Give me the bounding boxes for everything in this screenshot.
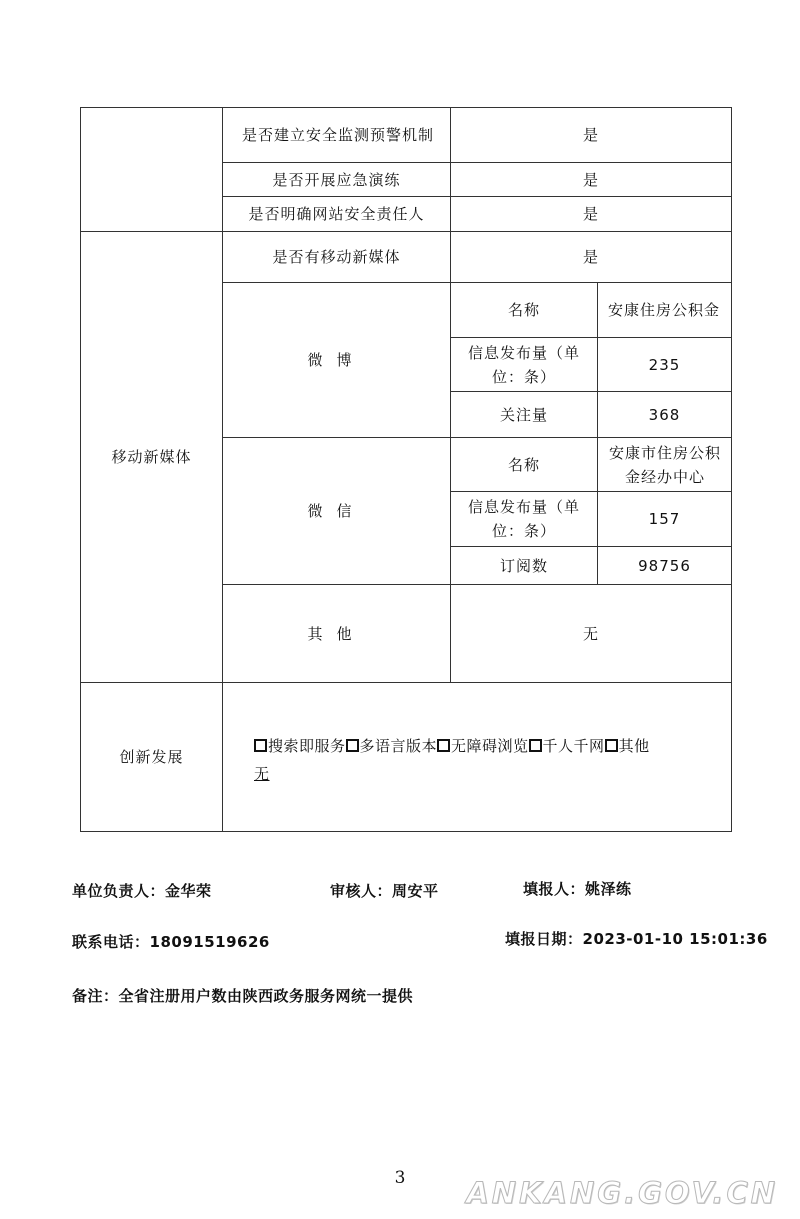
other-media-value: 无 [582,624,599,643]
note: 备注：全省注册用户数由陕西政务服务网统一提供 [72,987,414,1005]
option-other[interactable]: 其他 [605,737,650,755]
wechat-posts-label: 信息发布量（单位：条） [467,498,580,540]
responsible-value: 是 [582,205,599,223]
checkbox-icon [346,739,359,752]
innovation-section-label: 创新发展 [119,748,184,766]
innovation-options [254,732,729,788]
monitoring-label: 是否建立安全监测预警机制 [241,126,434,144]
wechat-label: 微信 [307,502,366,520]
contact-phone: 联系电话：18091519626 [72,933,270,951]
option-search-service[interactable]: 搜索即服务 [254,737,346,755]
weibo-followers-value: 368 [648,405,681,424]
mobile-media-section-label: 移动新媒体 [111,448,192,466]
reviewer: 审核人：周安平 [330,882,439,900]
responsible-label: 是否明确网站安全责任人 [248,205,425,223]
watermark: ANKANG.GOV.CN [466,1176,778,1210]
weibo-followers-label: 关注量 [499,405,548,424]
wechat-subscribers-label: 订阅数 [499,556,548,575]
drill-value: 是 [582,170,599,189]
innovation-other-text: 无 [254,765,270,783]
monitoring-value: 是 [582,126,599,144]
unit-head: 单位负责人：金华荣 [72,882,212,900]
checkbox-icon [437,739,450,752]
checkbox-icon [605,739,618,752]
checkbox-icon [529,739,542,752]
wechat-subscribers-value: 98756 [638,556,691,575]
option-personalized[interactable]: 千人千网 [529,737,605,755]
has-media-value: 是 [582,248,599,266]
other-media-label: 其他 [307,624,366,643]
fill-date: 填报日期：2023-01-10 15:01:36 [505,930,768,948]
has-media-label: 是否有移动新媒体 [272,248,401,266]
filler: 填报人：姚泽练 [523,880,632,898]
weibo-posts-label: 信息发布量（单位：条） [467,343,580,386]
option-accessibility[interactable]: 无障碍浏览 [437,737,529,755]
drill-label: 是否开展应急演练 [272,170,401,189]
weibo-name-value: 安康住房公积金 [607,301,720,319]
weibo-label: 微博 [307,351,366,369]
weibo-posts-value: 235 [648,355,681,374]
wechat-name-label: 名称 [507,455,540,474]
weibo-name-label: 名称 [507,301,540,319]
wechat-name-value: 安康市住房公积金经办中心 [608,443,721,486]
wechat-posts-value: 157 [648,510,681,528]
option-multilingual[interactable]: 多语言版本 [346,737,438,755]
checkbox-icon [254,739,267,752]
page-number: 3 [394,1168,406,1188]
